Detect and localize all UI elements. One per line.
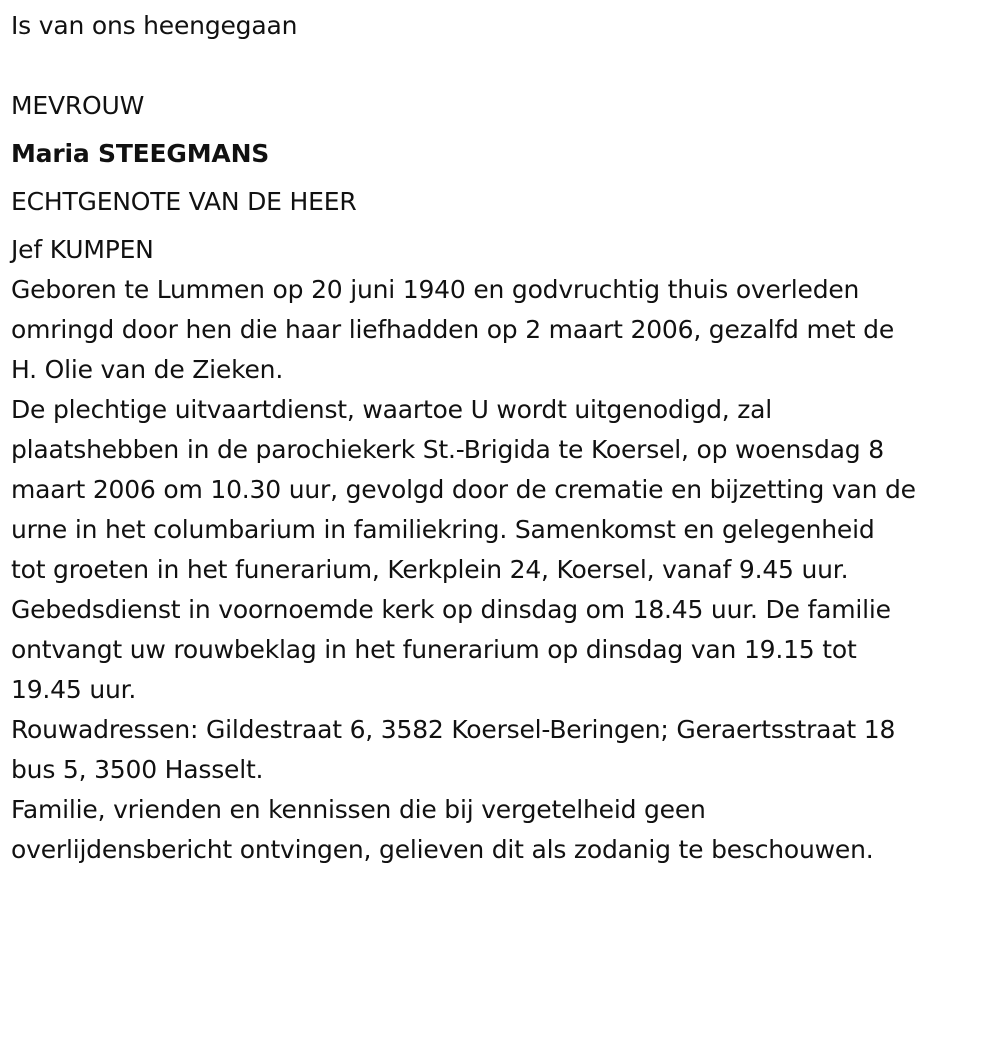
birth-paragraph (11, 270, 991, 390)
intro-text: Is van ons heengegaan (11, 11, 298, 40)
text-line: tot groeten in het funerarium, Kerkplein 24, Koersel, vanaf 9.45 uur. (11, 555, 849, 584)
text-line: overlijdensbericht ontvingen, gelieven dit als zodanig te beschouwen. (11, 835, 874, 864)
address-paragraph (11, 710, 991, 790)
spouse-name: Jef KUMPEN (11, 235, 154, 264)
text-line: bus 5, 3500 Hasselt. (11, 755, 264, 784)
text-line: Rouwadressen: Gildestraat 6, 3582 Koersel-Beringen; Geraertsstraat 18 (11, 715, 896, 744)
text-line: ontvangt uw rouwbeklag in het funerarium op dinsdag van 19.15 tot (11, 635, 857, 664)
closing-paragraph (11, 790, 991, 870)
text-line: omringd door hen die haar liefhadden op 2 maart 2006, gezalfd met de (11, 315, 894, 344)
relation-text: ECHTGENOTE VAN DE HEER (11, 187, 357, 216)
deceased-name: Maria STEEGMANS (11, 139, 270, 168)
text-line: Gebedsdienst in voornoemde kerk op dinsdag om 18.45 uur. De familie (11, 595, 891, 624)
title-prefix: MEVROUW (11, 91, 145, 120)
text-line: 19.45 uur. (11, 675, 137, 704)
text-line: urne in het columbarium in familiekring. Samenkomst en gelegenheid (11, 515, 875, 544)
text-line: plaatshebben in de parochiekerk St.-Brigida te Koersel, op woensdag 8 (11, 435, 884, 464)
text-line: Familie, vrienden en kennissen die bij vergetelheid geen (11, 795, 706, 824)
text-line: maart 2006 om 10.30 uur, gevolgd door de crematie en bijzetting van de (11, 475, 916, 504)
service-paragraph (11, 390, 991, 710)
text-line: H. Olie van de Zieken. (11, 355, 284, 384)
text-line: Geboren te Lummen op 20 juni 1940 en godvruchtig thuis overleden (11, 275, 860, 304)
death-notice (11, 6, 991, 870)
text-line: De plechtige uitvaartdienst, waartoe U wordt uitgenodigd, zal (11, 395, 773, 424)
